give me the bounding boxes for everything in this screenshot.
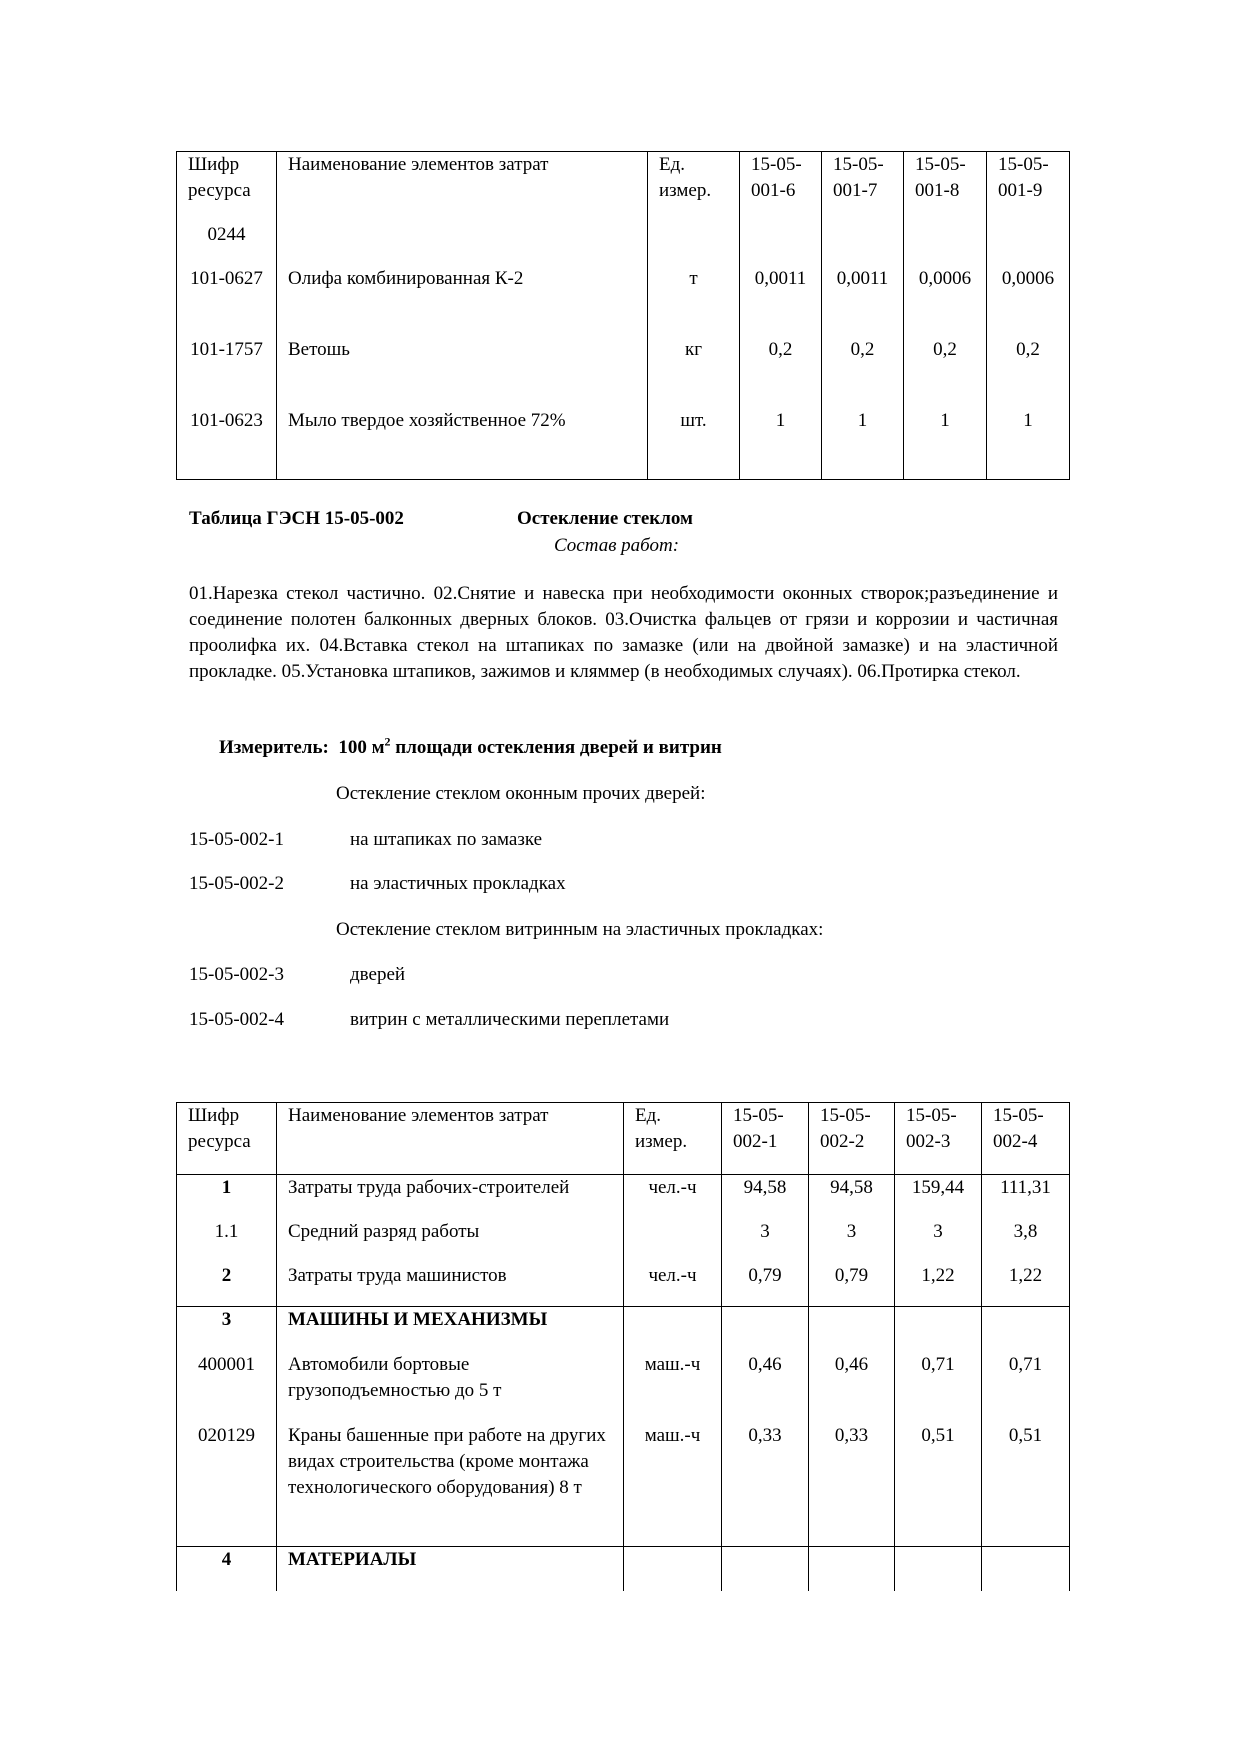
row-value: 94,58: [809, 1175, 895, 1219]
row-unit: [648, 222, 740, 266]
table-row: [177, 1219, 1070, 1263]
row-unit: шт.: [648, 408, 740, 480]
row-code: 020129: [177, 1423, 277, 1547]
row-code: 2: [177, 1263, 277, 1307]
composition-label: Состав работ:: [554, 535, 680, 556]
row-code: 101-0623: [177, 408, 277, 480]
row-value: 1: [822, 408, 904, 480]
row-value: 0,71: [982, 1352, 1070, 1423]
table-row: [177, 1175, 1070, 1219]
row-unit: [624, 1219, 722, 1263]
row-value: [722, 1547, 809, 1591]
meter-rest: площади остекления дверей и витрин: [390, 737, 722, 758]
section-title: Остекление стеклом: [517, 508, 693, 529]
resource-table-15-05-001: [176, 151, 1070, 480]
row-value: 159,44: [895, 1175, 982, 1219]
row-code: 3: [177, 1307, 277, 1352]
row-name: Краны башенные при работе на других видах строительства (кроме монтажа технологического оборудования) 8 т: [277, 1423, 624, 1547]
header-col-1: 15-05-002-1: [722, 1103, 809, 1175]
table-row: [177, 337, 1070, 408]
header-unit: Ед. измер.: [648, 152, 740, 222]
row-unit: чел.-ч: [624, 1263, 722, 1307]
row-code: 1.1: [177, 1219, 277, 1263]
group-heading-2: Остекление стеклом витринным на эластичных прокладках:: [336, 919, 824, 940]
row-value: 0,51: [895, 1423, 982, 1547]
row-value: 0,46: [809, 1352, 895, 1423]
row-value: 0,79: [809, 1263, 895, 1307]
row-value: 0,0006: [904, 266, 987, 337]
row-value: 0,2: [822, 337, 904, 408]
row-value: 0,71: [895, 1352, 982, 1423]
table-row: [177, 266, 1070, 337]
meter-sup: 2: [384, 734, 391, 749]
row-value: 0,2: [740, 337, 822, 408]
header-col-4: 15-05-001-9: [987, 152, 1070, 222]
row-value: 3: [722, 1219, 809, 1263]
meter-line: [219, 735, 722, 761]
row-value: 1: [987, 408, 1070, 480]
row-unit: маш.-ч: [624, 1423, 722, 1547]
row-value: [987, 222, 1070, 266]
table-row: [177, 1352, 1070, 1423]
row-value: 0,2: [987, 337, 1070, 408]
row-value: 0,2: [904, 337, 987, 408]
row-value: 0,0006: [987, 266, 1070, 337]
row-code: 1: [177, 1175, 277, 1219]
row-value: 1: [740, 408, 822, 480]
item-code: 15-05-002-3: [189, 964, 284, 985]
row-value: 0,51: [982, 1423, 1070, 1547]
row-value: [895, 1547, 982, 1591]
row-value: [895, 1307, 982, 1352]
header-col-2: 15-05-001-7: [822, 152, 904, 222]
row-code: 0244: [177, 222, 277, 266]
item-text: дверей: [350, 964, 406, 985]
table-row: [177, 1547, 1070, 1591]
item-code: 15-05-002-2: [189, 873, 284, 894]
row-value: [904, 222, 987, 266]
row-value: 1,22: [895, 1263, 982, 1307]
table-header-row: [177, 152, 1070, 222]
row-value: [982, 1547, 1070, 1591]
row-unit: [624, 1307, 722, 1352]
row-code: 4: [177, 1547, 277, 1591]
row-value: [822, 222, 904, 266]
row-code: 101-0627: [177, 266, 277, 337]
table-row: [177, 1423, 1070, 1547]
row-name: Затраты труда рабочих-строителей: [277, 1175, 624, 1219]
resource-table-15-05-002: [176, 1102, 1070, 1591]
header-code: Шифр ресурса: [177, 152, 277, 222]
table-row: [177, 1307, 1070, 1352]
row-code: 400001: [177, 1352, 277, 1423]
row-unit: чел.-ч: [624, 1175, 722, 1219]
header-col-3: 15-05-002-3: [895, 1103, 982, 1175]
row-value: 3,8: [982, 1219, 1070, 1263]
table-caption-label: Таблица ГЭСН 15-05-002: [189, 508, 404, 529]
row-value: 0,33: [809, 1423, 895, 1547]
row-name: МАТЕРИАЛЫ: [277, 1547, 624, 1591]
row-value: 0,79: [722, 1263, 809, 1307]
row-value: [982, 1307, 1070, 1352]
row-unit: кг: [648, 337, 740, 408]
row-value: [809, 1307, 895, 1352]
item-text: витрин с металлическими переплетами: [350, 1009, 670, 1030]
item-code: 15-05-002-1: [189, 829, 284, 850]
row-value: 0,46: [722, 1352, 809, 1423]
row-value: 0,33: [722, 1423, 809, 1547]
header-unit: Ед. измер.: [624, 1103, 722, 1175]
item-text: на эластичных прокладках: [350, 873, 566, 894]
row-name: Олифа комбинированная К-2: [277, 266, 648, 337]
row-value: 0,0011: [740, 266, 822, 337]
header-col-1: 15-05-001-6: [740, 152, 822, 222]
row-code: 101-1757: [177, 337, 277, 408]
table-row: [177, 408, 1070, 480]
row-name: Мыло твердое хозяйственное 72%: [277, 408, 648, 480]
row-name: [277, 222, 648, 266]
row-value: 94,58: [722, 1175, 809, 1219]
row-unit: [624, 1547, 722, 1591]
row-value: 111,31: [982, 1175, 1070, 1219]
header-col-4: 15-05-002-4: [982, 1103, 1070, 1175]
item-text: на штапиках по замазке: [350, 829, 543, 850]
row-name: Затраты труда машинистов: [277, 1263, 624, 1307]
row-value: 3: [809, 1219, 895, 1263]
row-name: Средний разряд работы: [277, 1219, 624, 1263]
header-name: Наименование элементов затрат: [277, 152, 648, 222]
row-value: 1,22: [982, 1263, 1070, 1307]
row-value: [740, 222, 822, 266]
row-unit: т: [648, 266, 740, 337]
meter-value: 100 м: [338, 737, 385, 758]
row-name: Ветошь: [277, 337, 648, 408]
group-heading-1: Остекление стеклом оконным прочих дверей:: [336, 783, 706, 804]
row-name: МАШИНЫ И МЕХАНИЗМЫ: [277, 1307, 624, 1352]
item-code: 15-05-002-4: [189, 1009, 284, 1030]
table-header-row: [177, 1103, 1070, 1175]
header-col-3: 15-05-001-8: [904, 152, 987, 222]
row-unit: маш.-ч: [624, 1352, 722, 1423]
row-value: 0,0011: [822, 266, 904, 337]
header-code: Шифр ресурса: [177, 1103, 277, 1175]
meter-label: Измеритель:: [219, 737, 329, 758]
row-value: 3: [895, 1219, 982, 1263]
row-value: [722, 1307, 809, 1352]
table-row: [177, 1263, 1070, 1307]
work-description: 01.Нарезка стекол частично. 02.Снятие и навеска при необходимости оконных створок;разъединение и соединение полотен балконных дверных блоков. 03.Очистка фальцев от грязи и коррозии и частичная проолифка их. 04.Вставка стекол на штапиках по замазке (или на двойной замазке) и на эластичной прокладке. 05.Установка штапиков, зажимов и кляммер (в необходимых случаях). 06.Протирка стекол.: [189, 583, 1058, 682]
header-name: Наименование элементов затрат: [277, 1103, 624, 1175]
table-row: [177, 222, 1070, 266]
row-value: [809, 1547, 895, 1591]
header-col-2: 15-05-002-2: [809, 1103, 895, 1175]
row-value: 1: [904, 408, 987, 480]
row-name: Автомобили бортовые грузоподъемностью до 5 т: [277, 1352, 624, 1423]
